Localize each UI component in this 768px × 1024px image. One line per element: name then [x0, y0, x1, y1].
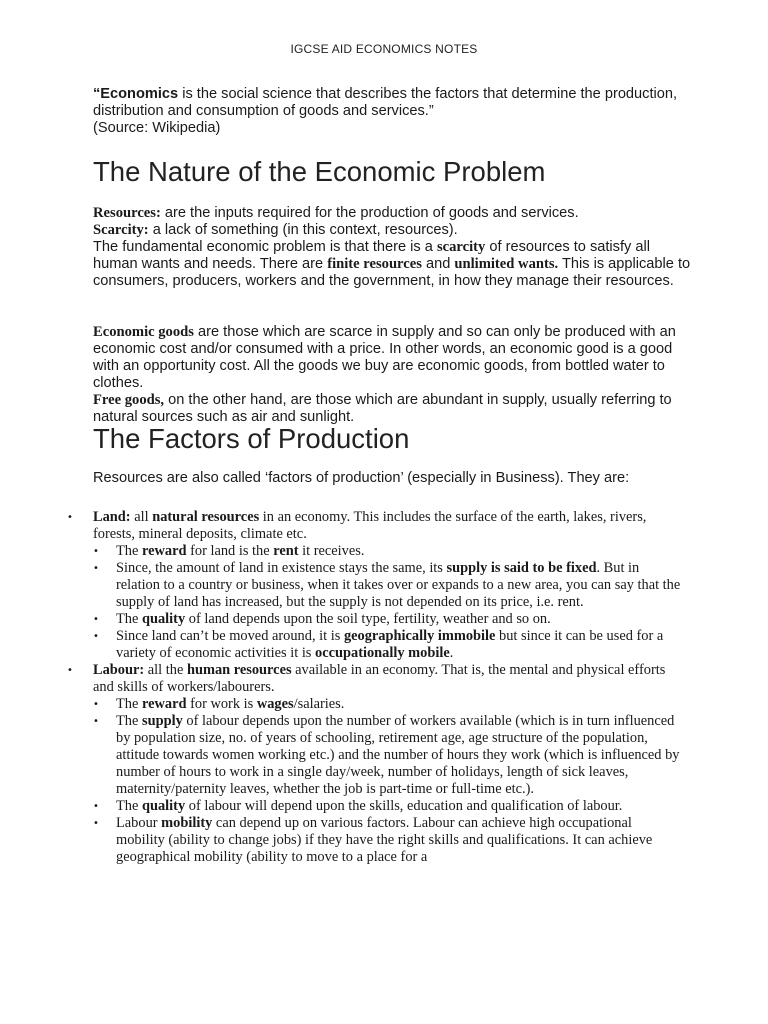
list-subitem — [93, 543, 683, 560]
term-economic-goods: Economic goods — [93, 324, 194, 340]
item-text: of labour depends upon the number of workers available (which is in turn influenced by population size, no. of years of schooling, retirement age, age structure of the population, attitude towards women working etc.) and the number of hours they work (which is influenced by number of hours to work in a single day/week, number of holidays, length of sick leaves, maternity/paternity leaves, whether the job is part-time or full-time etc.). — [116, 713, 680, 797]
problem-text: of resources to satisfy all human wants and needs. There are — [93, 239, 650, 272]
keyword-human-resources: human resources — [186, 662, 292, 678]
keyword-reward: reward — [141, 543, 187, 559]
bullet-icon: • — [93, 716, 99, 727]
keyword-wages: wages — [256, 696, 294, 712]
keyword-supply-fixed: supply is said to be fixed — [446, 560, 597, 576]
term-land: Land: — [93, 509, 131, 525]
item-text: all the — [144, 662, 187, 678]
item-text: it receives. — [298, 543, 365, 559]
list-item-land — [67, 509, 683, 543]
bullet-icon: • — [93, 699, 99, 710]
bullet-icon: • — [67, 665, 73, 676]
section-title-factors-of-production: The Factors of Production — [93, 423, 410, 454]
bullet-icon: • — [93, 818, 99, 829]
problem-text: This is applicable to consumers, producers, workers and the government, in how they manage their resources. — [93, 256, 691, 289]
economics-term: Economics — [100, 86, 179, 102]
keyword-natural-resources: natural resources — [152, 509, 260, 525]
bullet-icon: • — [93, 631, 99, 642]
item-text: Since land can’t be moved around, it is — [116, 628, 344, 644]
item-text: . — [449, 645, 454, 661]
free-goods-definition: on the other hand, are those which are abundant in supply, usually referring to natural sources such as air and sunlight. — [93, 392, 672, 425]
item-text: . But in relation to a country or business, when it takes over or expands to a new area, you can say that the supply of land has increased, but the supply is not depended on its price, i.e. rent. — [116, 560, 681, 610]
bullet-icon: • — [67, 512, 73, 523]
economic-goods-definition: are those which are scarce in supply and so can only be produced with an economic cost and/or consumed with a price. In other words, an economic good is a good with an opportunity cost. All the goods we buy are economic goods, from bottled water to clothes. — [93, 324, 676, 391]
item-text: all — [130, 509, 153, 525]
bullet-icon: • — [93, 801, 99, 812]
bullet-icon: • — [93, 614, 99, 625]
term-scarcity: Scarcity: — [93, 222, 149, 238]
section-title-economic-problem: The Nature of the Economic Problem — [93, 156, 546, 187]
economics-definition — [93, 86, 693, 137]
item-text: of land depends upon the soil type, fertility, weather and so on. — [185, 611, 551, 627]
keyword-mobility: mobility — [161, 815, 213, 831]
keyword-supply: supply — [141, 713, 183, 729]
keyword-geographically-immobile: geographically immobile — [343, 628, 496, 644]
term-free-goods: Free goods, — [93, 392, 165, 408]
item-text: in an economy. This includes the surface of the earth, lakes, rivers, forests, mineral deposits, climate etc. — [93, 509, 647, 542]
list-subitem — [93, 696, 683, 713]
item-text: Labour — [116, 815, 162, 831]
source-citation: (Source: Wikipedia) — [93, 120, 221, 136]
list-subitem — [93, 560, 683, 611]
list-item-labour — [67, 662, 683, 696]
scarcity-definition: a lack of something (in this context, resources). — [148, 222, 458, 238]
goods-paragraph — [93, 324, 693, 426]
item-text: The — [116, 611, 142, 627]
item-text: for work is — [186, 696, 257, 712]
item-text: The — [116, 696, 142, 712]
item-text: of labour will depend upon the skills, education and qualification of labour. — [185, 798, 623, 814]
problem-text: The fundamental economic problem is that there is a — [93, 239, 437, 255]
keyword-quality: quality — [141, 798, 186, 814]
bullet-icon: • — [93, 546, 99, 557]
keyword-occupationally-mobile: occupationally mobile — [315, 645, 450, 661]
term-resources: Resources: — [93, 205, 161, 221]
item-text: The — [116, 713, 142, 729]
item-text: but since it can be used for a variety of economic activities it is — [116, 628, 664, 661]
problem-text: and — [421, 256, 455, 272]
keyword-finite-resources: finite resources — [327, 256, 422, 272]
economic-problem-paragraph — [93, 205, 693, 290]
list-subitem — [93, 611, 683, 628]
resources-definition: are the inputs required for the production of goods and services. — [160, 205, 579, 221]
item-text: The — [116, 543, 142, 559]
list-subitem — [93, 713, 683, 798]
item-text: /salaries. — [293, 696, 345, 712]
item-text: available in an economy. That is, the mental and physical efforts and skills of workers/labourers. — [93, 662, 666, 695]
keyword-scarcity: scarcity — [436, 239, 486, 255]
keyword-unlimited-wants: unlimited wants. — [454, 256, 559, 272]
keyword-rent: rent — [273, 543, 299, 559]
list-subitem — [93, 798, 683, 815]
item-text: The — [116, 798, 142, 814]
factors-intro: Resources are also called ‘factors of production’ (especially in Business). They are: — [93, 470, 630, 486]
definition-text: is the social science that describes the factors that determine the production, distribution and consumption of goods and services.” — [93, 86, 678, 119]
keyword-quality: quality — [141, 611, 186, 627]
item-text: for land is the — [186, 543, 274, 559]
term-labour: Labour: — [93, 662, 145, 678]
list-subitem — [93, 628, 683, 662]
page-header: IGCSE AID ECONOMICS NOTES — [290, 42, 478, 56]
item-text: can depend up on various factors. Labour can achieve high occupational mobility (ability to change jobs) if they have the right skills and qualifications. It can achieve geographical mobility (ability to move to a place for a — [116, 815, 653, 865]
keyword-reward: reward — [141, 696, 187, 712]
factors-list — [67, 509, 683, 866]
item-text: Since, the amount of land in existence stays the same, its — [116, 560, 447, 576]
bullet-icon: • — [93, 563, 99, 574]
quote-open: “ — [93, 86, 101, 102]
list-subitem — [93, 815, 683, 866]
